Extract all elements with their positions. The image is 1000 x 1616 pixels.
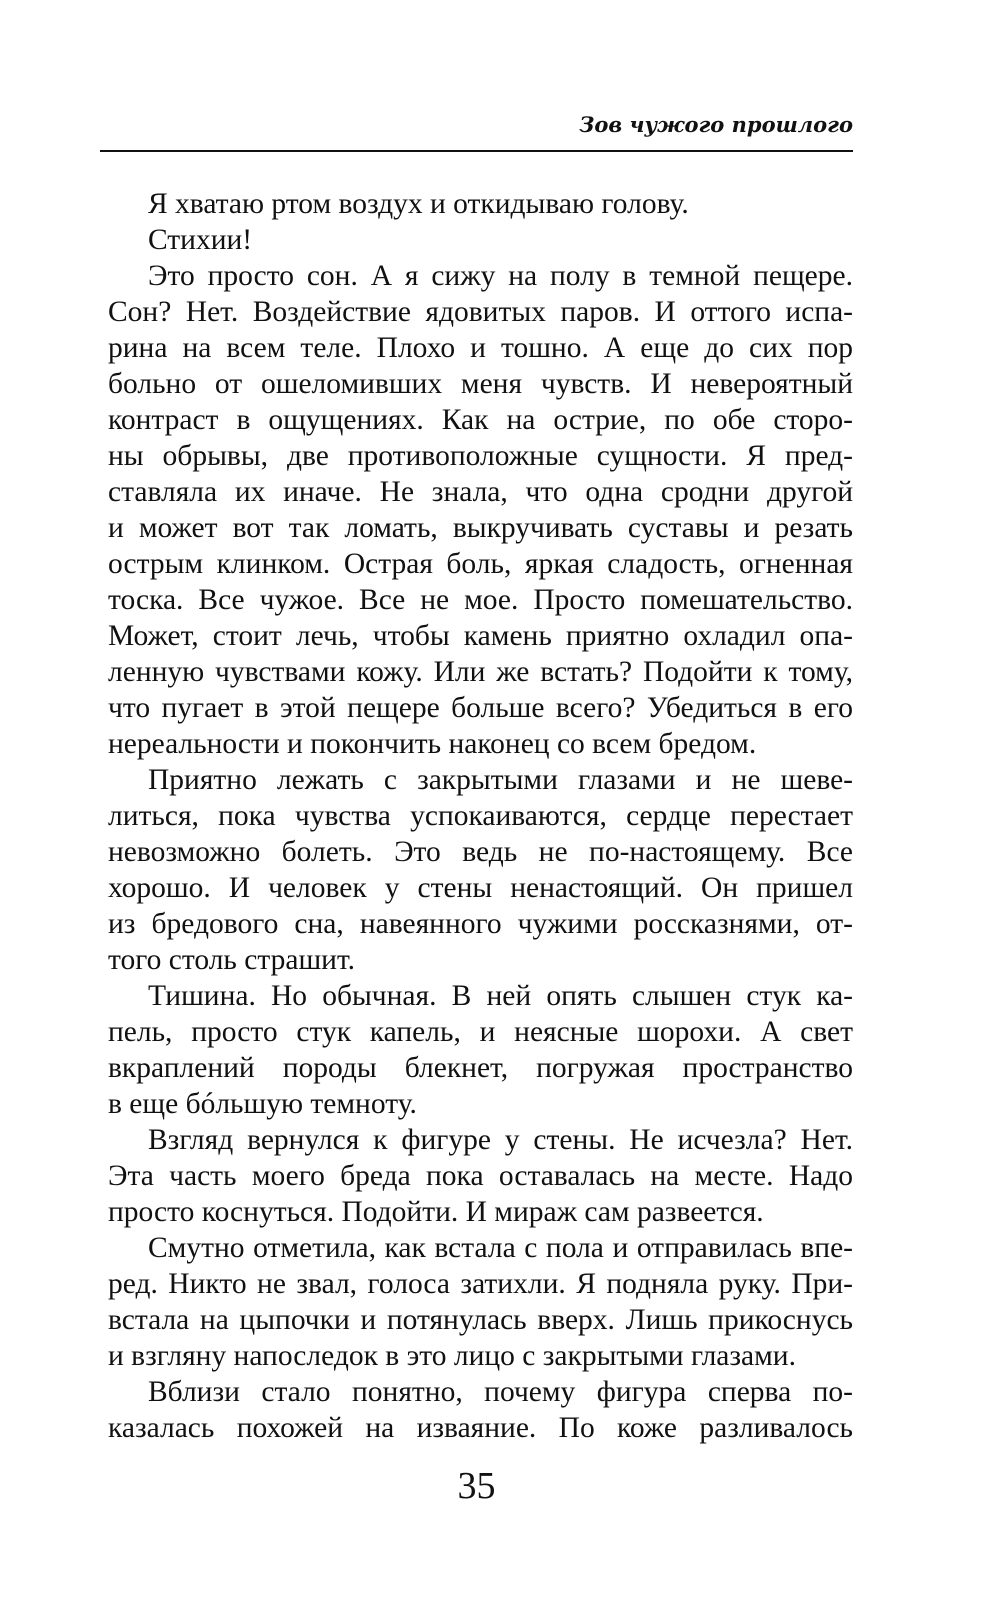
text-line: острым клинком. Острая боль, яркая сладость, огненная: [108, 548, 853, 580]
text-line: больно от ошеломивших меня чувств. И невероятный: [108, 368, 853, 400]
body-text: [108, 186, 853, 1446]
text-line: того столь страшит.: [108, 944, 355, 976]
page-number: 35: [457, 1465, 496, 1507]
text-line: ред. Никто не звал, голоса затихли. Я подняла руку. При-: [108, 1268, 853, 1300]
text-line: Сон? Нет. Воздействие ядовитых паров. И оттого испа-: [108, 296, 853, 328]
text-line: Взгляд вернулся к фигуре у стены. Не исчезла? Нет.: [148, 1124, 853, 1156]
text-line: пель, просто стук капель, и неясные шорохи. А свет: [108, 1016, 853, 1048]
text-line: ны обрывы, две противоположные сущности. Я пред-: [108, 440, 853, 472]
text-line: ставляла их иначе. Не знала, что одна сродни другой: [108, 476, 853, 508]
text-line: и может вот так ломать, выкручивать суставы и резать: [108, 512, 853, 544]
text-line: Вблизи стало понятно, почему фигура сперва по-: [148, 1376, 853, 1408]
text-line: казалась похожей на изваяние. По коже разливалось: [108, 1412, 853, 1444]
running-head: Зов чужого прошлого: [579, 112, 853, 137]
text-line: в еще бóльшую темноту.: [108, 1088, 417, 1120]
text-line: тоска. Все чужое. Все не мое. Просто помешательство.: [108, 584, 853, 616]
text-line: нереальности и покончить наконец со всем бредом.: [108, 728, 757, 760]
text-line: Стихии!: [148, 224, 253, 256]
text-line: ленную чувствами кожу. Или же встать? Подойти к тому,: [108, 656, 853, 688]
text-line: и взгляну напоследок в это лицо с закрытыми глазами.: [108, 1340, 796, 1372]
text-line: Я хватаю ртом воздух и откидываю голову.: [148, 188, 689, 220]
text-line: вкраплений породы блекнет, погружая пространство: [108, 1052, 853, 1084]
text-line: невозможно болеть. Это ведь не по-настоящему. Все: [108, 836, 853, 868]
text-line: встала на цыпочки и потянулась вверх. Лишь прикоснусь: [108, 1304, 853, 1336]
text-line: контраст в ощущениях. Как на острие, по обе сторо-: [108, 404, 853, 436]
text-line: просто коснуться. Подойти. И мираж сам развеется.: [108, 1196, 764, 1228]
text-line: Смутно отметила, как встала с пола и отправилась впе-: [148, 1232, 853, 1264]
text-line: из бредового сна, навеянного чужими россказнями, от-: [108, 908, 853, 940]
text-line: Тишина. Но обычная. В ней опять слышен стук ка-: [148, 980, 853, 1012]
text-line: Приятно лежать с закрытыми глазами и не шеве-: [148, 764, 853, 796]
text-line: хорошо. И человек у стены ненастоящий. Он пришел: [108, 872, 853, 904]
text-line: Может, стоит лечь, чтобы камень приятно охладил опа-: [108, 620, 853, 652]
text-line: Это просто сон. А я сижу на полу в темной пещере.: [148, 260, 853, 292]
header-rule: [100, 150, 853, 152]
text-line: литься, пока чувства успокаиваются, сердце перестает: [108, 800, 853, 832]
text-line: рина на всем теле. Плохо и тошно. А еще до сих пор: [108, 332, 853, 364]
text-line: Эта часть моего бреда пока оставалась на месте. Надо: [108, 1160, 853, 1192]
text-line: что пугает в этой пещере больше всего? Убедиться в его: [108, 692, 853, 724]
